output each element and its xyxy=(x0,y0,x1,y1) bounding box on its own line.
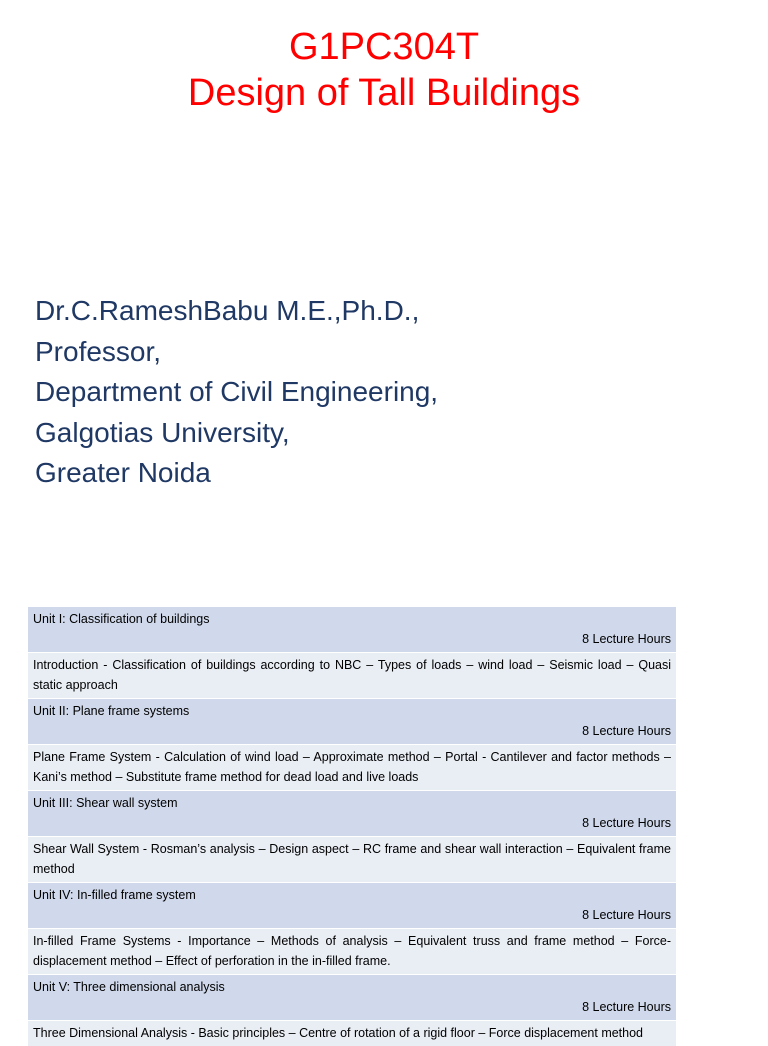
unit-header-row xyxy=(28,607,676,653)
unit-content-row xyxy=(28,929,676,975)
unit-content-row xyxy=(28,745,676,791)
author-designation: Professor, xyxy=(35,332,735,373)
unit-hours: 8 Lecture Hours xyxy=(33,813,671,833)
author-info xyxy=(35,291,735,494)
unit-header-row xyxy=(28,975,676,1021)
author-university: Galgotias University, xyxy=(35,413,735,454)
unit-content: Introduction - Classification of buildings according to NBC – Types of loads – wind load – Seismic load – Quasi static approach xyxy=(28,653,676,699)
unit-header-row xyxy=(28,791,676,837)
unit-content-row xyxy=(28,837,676,883)
course-name: Design of Tall Buildings xyxy=(0,70,768,116)
unit-content: Plane Frame System - Calculation of wind load – Approximate method – Portal - Cantilever and factor methods – Kani’s method – Substitute frame method for dead load and live loads xyxy=(28,745,676,791)
unit-title: Unit V: Three dimensional analysis xyxy=(33,977,671,997)
unit-content: Shear Wall System - Rosman’s analysis – Design aspect – RC frame and shear wall interaction – Equivalent frame method xyxy=(28,837,676,883)
unit-title: Unit II: Plane frame systems xyxy=(33,701,671,721)
unit-content-row xyxy=(28,653,676,699)
author-location: Greater Noida xyxy=(35,453,735,494)
unit-header-row xyxy=(28,883,676,929)
unit-title: Unit III: Shear wall system xyxy=(33,793,671,813)
unit-hours: 8 Lecture Hours xyxy=(33,629,671,649)
author-name: Dr.C.RameshBabu M.E.,Ph.D., xyxy=(35,291,735,332)
syllabus-table xyxy=(28,606,676,1046)
unit-title: Unit IV: In-filled frame system xyxy=(33,885,671,905)
unit-title: Unit I: Classification of buildings xyxy=(33,609,671,629)
unit-hours: 8 Lecture Hours xyxy=(33,997,671,1017)
unit-content: In-filled Frame Systems - Importance – Methods of analysis – Equivalent truss and frame method – Force-displacement method – Effect of perforation in the in-filled frame. xyxy=(28,929,676,975)
unit-hours: 8 Lecture Hours xyxy=(33,905,671,925)
unit-header-row xyxy=(28,699,676,745)
unit-content-row xyxy=(28,1021,676,1046)
author-department: Department of Civil Engineering, xyxy=(35,372,735,413)
slide-title xyxy=(0,24,768,116)
course-code: G1PC304T xyxy=(0,24,768,70)
unit-hours: 8 Lecture Hours xyxy=(33,721,671,741)
unit-content: Three Dimensional Analysis - Basic principles – Centre of rotation of a rigid floor – Force displacement method xyxy=(28,1021,676,1046)
